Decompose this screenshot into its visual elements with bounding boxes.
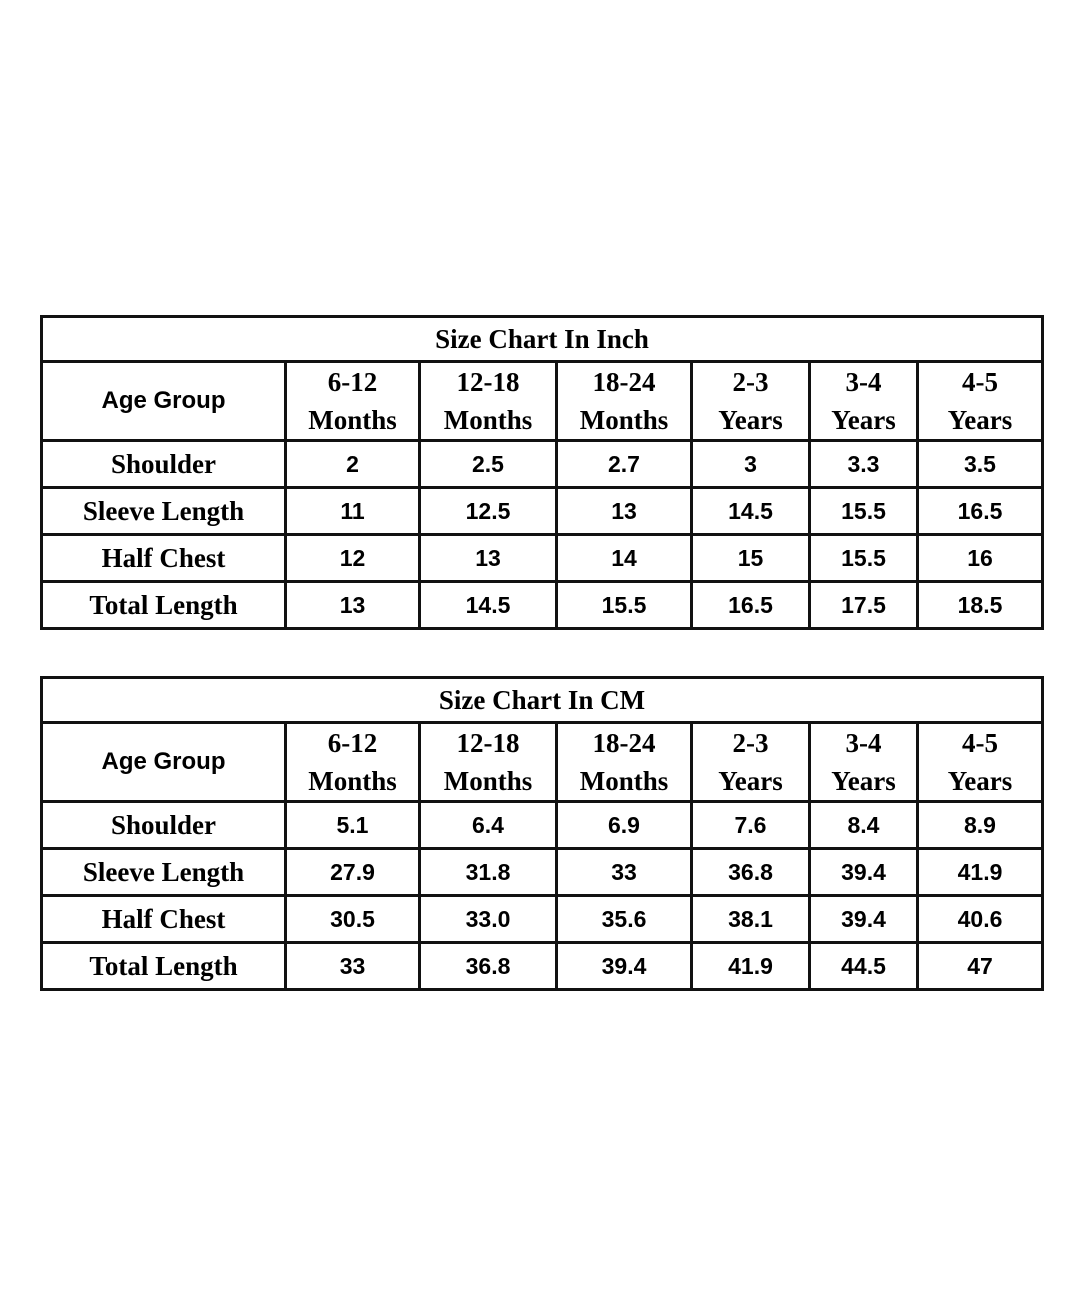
column-unit: Months [443,405,533,435]
column-header [810,723,918,802]
column-header [692,362,810,441]
column-range: 2-3 [732,367,769,397]
table-cell: 15.5 [810,535,918,582]
column-unit: Months [579,405,669,435]
table-cell: 47 [918,943,1043,990]
table-cell: 16.5 [918,488,1043,535]
column-header [420,723,557,802]
column-unit: Months [308,766,397,796]
table-cell: 33 [286,943,420,990]
size-chart-inch-table [40,315,1044,630]
table-cell: 27.9 [286,849,420,896]
column-unit: Months [579,766,669,796]
table-cell: 2.7 [557,441,692,488]
column-range: 12-18 [456,728,520,758]
column-range: 3-4 [845,728,882,758]
column-range: 12-18 [456,367,520,397]
table-cell: 41.9 [692,943,810,990]
table-cell: 8.9 [918,802,1043,849]
table-cell: 16.5 [692,582,810,629]
table-cell: 30.5 [286,896,420,943]
table-cell: 36.8 [420,943,557,990]
table-cell: 39.4 [557,943,692,990]
row-label: Sleeve Length [42,849,286,896]
table-cell: 40.6 [918,896,1043,943]
column-range: 2-3 [732,728,769,758]
row-label: Shoulder [42,802,286,849]
size-chart-cm-table [40,676,1044,991]
table-row [42,849,1043,896]
column-header [557,723,692,802]
table-cell: 13 [557,488,692,535]
table-cell: 7.6 [692,802,810,849]
table-cell: 3.3 [810,441,918,488]
table-cell: 3 [692,441,810,488]
header-row [42,723,1043,802]
table-cell: 15 [692,535,810,582]
table-cell: 39.4 [810,849,918,896]
table-row [42,943,1043,990]
table-cell: 11 [286,488,420,535]
table-row [42,802,1043,849]
column-unit: Years [831,766,896,796]
table-cell: 8.4 [810,802,918,849]
column-range: 4-5 [962,367,998,397]
row-label: Shoulder [42,441,286,488]
column-header [692,723,810,802]
table-cell: 14.5 [692,488,810,535]
row-label: Total Length [42,943,286,990]
column-range: 18-24 [592,367,656,397]
table-cell: 15.5 [810,488,918,535]
table-cell: 3.5 [918,441,1043,488]
table-cell: 6.4 [420,802,557,849]
table-row [42,896,1043,943]
table-cell: 14.5 [420,582,557,629]
table-cell: 13 [286,582,420,629]
row-label: Half Chest [42,535,286,582]
table-cell: 14 [557,535,692,582]
table-cell: 2 [286,441,420,488]
column-unit: Years [718,766,783,796]
table-row [42,535,1043,582]
table-cell: 15.5 [557,582,692,629]
column-header [420,362,557,441]
table-cell: 12.5 [420,488,557,535]
table-row [42,441,1043,488]
age-group-header: Age Group [42,723,286,802]
table-title: Size Chart In Inch [42,317,1043,362]
table-cell: 33.0 [420,896,557,943]
column-range: 4-5 [962,728,998,758]
table-cell: 39.4 [810,896,918,943]
table-cell: 12 [286,535,420,582]
table-cell: 18.5 [918,582,1043,629]
table-cell: 17.5 [810,582,918,629]
age-group-header: Age Group [42,362,286,441]
column-unit: Years [831,405,896,435]
table-cell: 6.9 [557,802,692,849]
table-cell: 2.5 [420,441,557,488]
table-cell: 36.8 [692,849,810,896]
column-range: 6-12 [327,367,378,397]
table-row [42,488,1043,535]
table-row [42,582,1043,629]
table-cell: 13 [420,535,557,582]
column-header [557,362,692,441]
column-header [918,723,1043,802]
column-header [810,362,918,441]
column-range: 3-4 [845,367,882,397]
table-cell: 41.9 [918,849,1043,896]
row-label: Total Length [42,582,286,629]
row-label: Half Chest [42,896,286,943]
header-row [42,362,1043,441]
column-header [286,723,420,802]
table-cell: 5.1 [286,802,420,849]
table-cell: 35.6 [557,896,692,943]
table-cell: 38.1 [692,896,810,943]
row-label: Sleeve Length [42,488,286,535]
column-header [918,362,1043,441]
column-unit: Years [947,766,1013,796]
table-cell: 31.8 [420,849,557,896]
table-cell: 16 [918,535,1043,582]
column-unit: Years [718,405,783,435]
column-unit: Months [308,405,397,435]
column-range: 6-12 [327,728,378,758]
table-title: Size Chart In CM [42,678,1043,723]
column-unit: Months [443,766,533,796]
column-header [286,362,420,441]
table-cell: 33 [557,849,692,896]
column-unit: Years [947,405,1013,435]
column-range: 18-24 [592,728,656,758]
table-cell: 44.5 [810,943,918,990]
